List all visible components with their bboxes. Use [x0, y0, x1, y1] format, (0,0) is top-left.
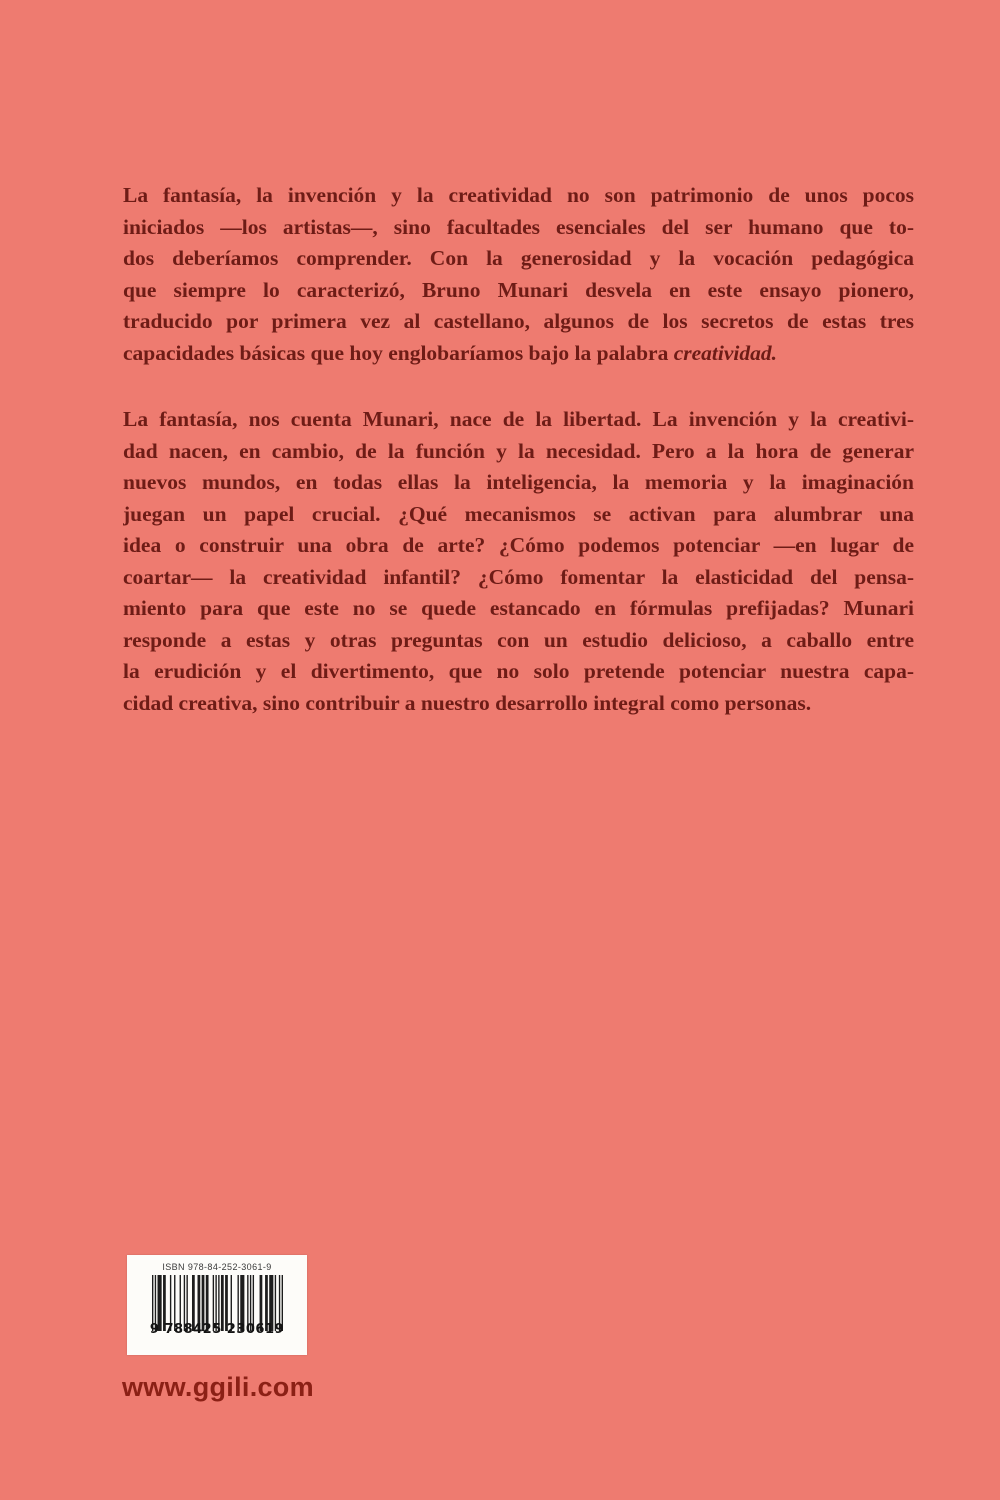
text-line: capacidades básicas que hoy englobaríamos bajo la palabra creatividad. — [123, 340, 778, 365]
text-line: La fantasía, la invención y la creatividad no son patrimonio de unos pocos — [123, 183, 914, 207]
synopsis-paragraph-1 — [123, 180, 914, 369]
text-line: que siempre lo caracterizó, Bruno Munari desvela en este ensayo pionero, — [123, 277, 914, 302]
text-line: responde a estas y otras preguntas con un estudio delicioso, a caballo entre — [123, 627, 914, 652]
italic-word: creatividad. — [673, 340, 778, 365]
text-line: cidad creativa, sino contribuir a nuestro desarrollo integral como personas. — [123, 690, 812, 715]
text-line: miento para que este no se quede estancado en fórmulas prefijadas? Munari — [123, 596, 914, 620]
text-line: juegan un papel crucial. ¿Qué mecanismos se activan para alumbrar una — [123, 501, 914, 526]
text-line: dos deberíamos comprender. Con la generosidad y la vocación pedagógica — [123, 246, 914, 270]
text-line: coartar— la creatividad infantil? ¿Cómo fomentar la elasticidad del pensa- — [123, 564, 914, 589]
barcode-block — [127, 1255, 307, 1355]
text-line: idea o construir una obra de arte? ¿Cómo podemos potenciar —en lugar de — [123, 533, 914, 557]
synopsis-paragraph-2 — [123, 404, 914, 719]
isbn-label: ISBN 978-84-252-3061-9 — [162, 1262, 272, 1272]
text-line: nuevos mundos, en todas ellas la inteligencia, la memoria y la imaginación — [123, 470, 914, 494]
text-line: iniciados —los artistas—, sino facultades esenciales del ser humano que to- — [123, 214, 914, 239]
publisher-url: www.ggili.com — [122, 1372, 314, 1402]
barcode-number: 9 788425 230619 — [149, 1322, 285, 1337]
text-line: dad nacen, en cambio, de la función y la necesidad. Pero a la hora de generar — [123, 438, 914, 463]
text-line: la erudición y el divertimento, que no solo pretende potenciar nuestra capa- — [123, 659, 914, 683]
text-line: La fantasía, nos cuenta Munari, nace de la libertad. La invención y la creativi- — [123, 407, 914, 431]
text-line: traducido por primera vez al castellano, algunos de los secretos de estas tres — [123, 309, 914, 333]
